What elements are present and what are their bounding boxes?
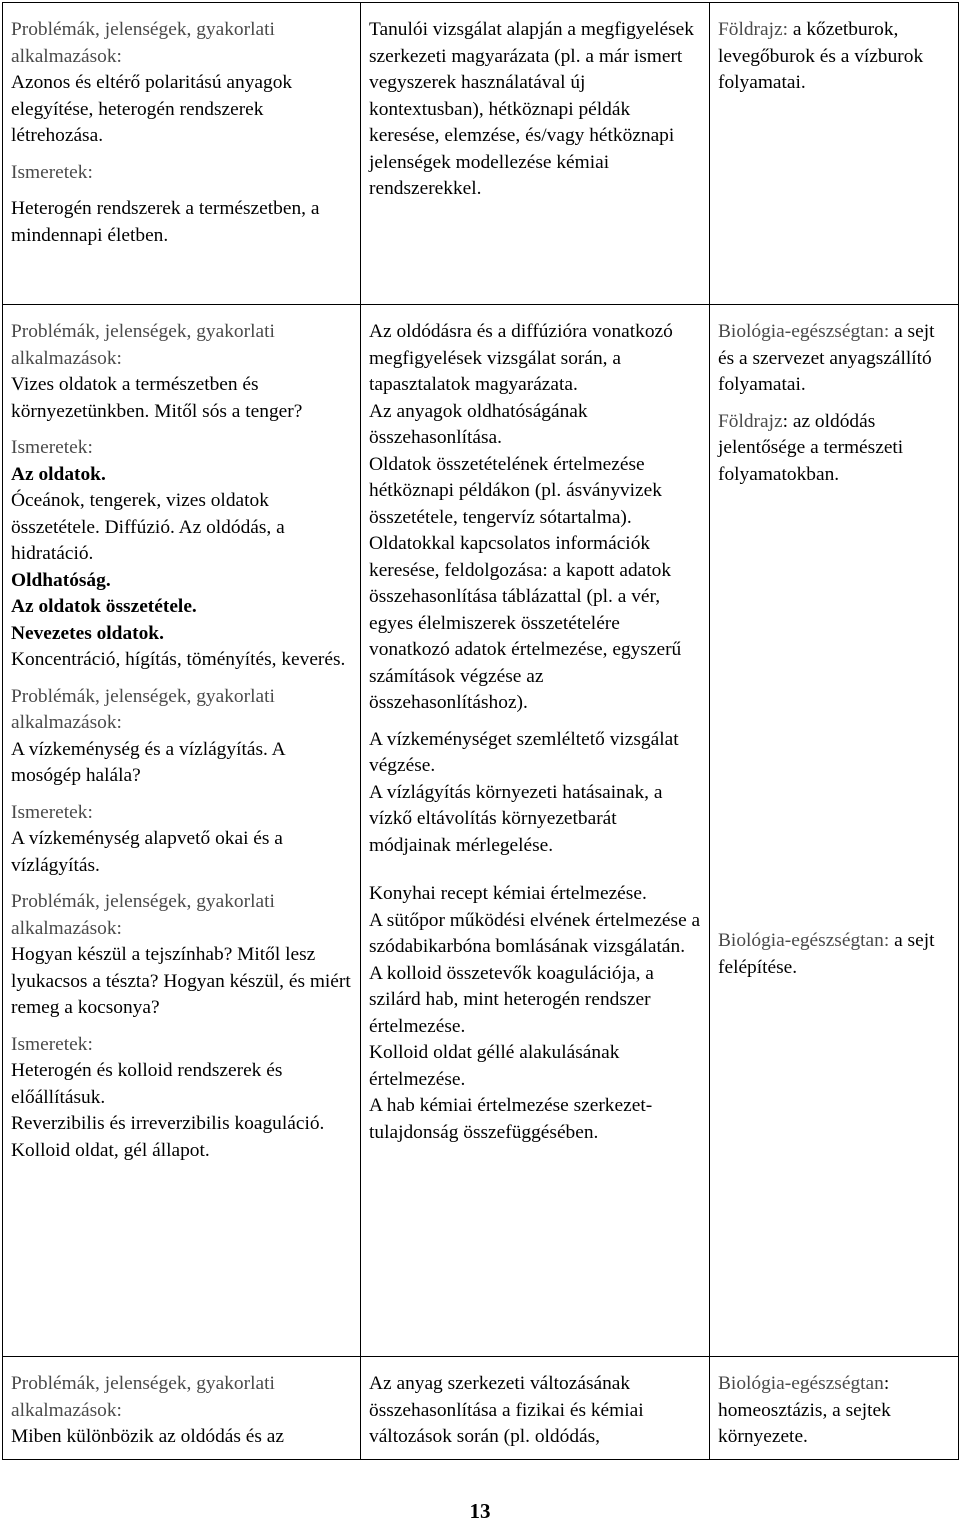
- section-label: Problémák, jelenségek, gyakorlati alkalmazások:: [11, 1373, 275, 1421]
- paragraph: Kolloid oldat géllé alakulásának értelmezése.: [369, 1042, 620, 1090]
- paragraph: A kolloid összetevők koagulációja, a szilárd hab, mint heterogén rendszer értelmezése.: [369, 962, 654, 1037]
- section-label: Ismeretek:: [11, 161, 93, 183]
- subject-label: Biológia-egészségtan:: [718, 321, 890, 342]
- subject-label: Biológia-egészségtan:: [718, 930, 890, 951]
- cross-reference: [718, 928, 950, 981]
- paragraph: Konyhai recept kémiai értelmezése.: [369, 883, 647, 904]
- reference-text: : homeosztázis, a sejtek környezete.: [718, 1373, 891, 1447]
- page-number: 13: [469, 1499, 491, 1523]
- subject-label: Biológia-egészségtan: [718, 1373, 884, 1394]
- link-cell: [710, 3, 959, 305]
- reference-text: a kőzetburok, levegőburok és a vízburok folyamatai.: [718, 19, 924, 93]
- paragraph: A sütőpor működési elvének értelmezése a szódabikarbóna bomlásának vizsgálatán.: [369, 909, 701, 957]
- section-label: Ismeretek:: [11, 801, 93, 823]
- paragraph: Az oldódásra és a diffúzióra vonatkozó megfigyelések vizsgálat során, a tapasztalatok magyarázata.: [369, 321, 673, 395]
- curriculum-table: [2, 2, 959, 1460]
- table-row: [3, 1357, 959, 1460]
- paragraph: Hogyan készül a tejszínhab? Mitől lesz lyukacsos a tészta? Hogyan készül, és miért remeg a kocsonya?: [11, 944, 351, 1018]
- section-label: Problémák, jelenségek, gyakorlati alkalmazások:: [11, 321, 275, 369]
- cross-reference: [718, 17, 950, 97]
- paragraph: Koncentráció, hígítás, töményítés, keverés.: [11, 649, 346, 670]
- section-label: Problémák, jelenségek, gyakorlati alkalmazások:: [11, 891, 275, 939]
- paragraph: A vízkeménység és a vízlágyítás. A mosógép halála?: [11, 738, 285, 786]
- paragraph: Az anyagok oldhatóságának összehasonlítása.: [369, 400, 588, 448]
- table-row: [3, 305, 959, 1357]
- activity-cell: [361, 1357, 710, 1460]
- subject-label: Földrajz: [718, 410, 783, 432]
- reference-text: a sejt és a szervezet anyagszállító folyamatai.: [718, 321, 935, 395]
- table-row: [3, 3, 959, 305]
- cross-reference: [718, 409, 950, 489]
- subject-label: Földrajz:: [718, 19, 789, 40]
- activity-cell: [361, 3, 710, 305]
- topic-cell: [3, 1357, 361, 1460]
- reference-text: a sejt felépítése.: [718, 930, 935, 978]
- paragraph: A hab kémiai értelmezése szerkezet-tulajdonság összefüggésében.: [369, 1095, 653, 1143]
- paragraph: Miben különbözik az oldódás és az: [11, 1426, 285, 1447]
- paragraph: Oldatok összetételének értelmezése hétköznapi példákon (pl. ásványvizek összetétele, tengervíz sótartalma). Oldatokkal kapcsolatos információk keresése, feldolgozása: a kapott adatok összehasonlítása táblázattal (pl. a vér, egyes élelmiszerek összetételére vonatkozó adatok értelmezése, egyszerű számítások végzése az összehasonlításhoz).: [369, 453, 682, 713]
- key-concept: Oldhatóság.: [11, 569, 111, 591]
- paragraph: Az anyag szerkezeti változásának összehasonlítása a fizikai és kémiai változások során (pl. oldódás,: [369, 1373, 644, 1447]
- cross-reference: [718, 1371, 950, 1451]
- paragraph: Reverzibilis és irreverzibilis koaguláció. Kolloid oldat, gél állapot.: [11, 1113, 325, 1161]
- topic-cell: [3, 305, 361, 1357]
- section-label: Ismeretek:: [11, 1033, 93, 1055]
- paragraph: A vízkeménység alapvető okai és a vízlágyítás.: [11, 828, 283, 876]
- link-cell: [710, 305, 959, 1357]
- key-concept: Az oldatok.: [11, 463, 106, 485]
- key-concept: Nevezetes oldatok.: [11, 622, 164, 644]
- paragraph: Azonos és eltérő polaritású anyagok elegyítése, heterogén rendszerek létrehozása.: [11, 72, 293, 146]
- reference-text: : az oldódás jelentősége a természeti folyamatokban.: [718, 410, 904, 485]
- paragraph: Óceánok, tengerek, vizes oldatok összetétele. Diffúzió. Az oldódás, a hidratáció.: [11, 490, 285, 564]
- paragraph: A vízkeménységet szemléltető vizsgálat végzése.: [369, 728, 679, 776]
- section-label: Problémák, jelenségek, gyakorlati alkalmazások:: [11, 685, 275, 733]
- link-cell: [710, 1357, 959, 1460]
- paragraph: Heterogén és kolloid rendszerek és előállításuk.: [11, 1060, 283, 1108]
- paragraph: A vízlágyítás környezeti hatásainak, a vízkő eltávolítás környezetbarát módjainak mérlegelése.: [369, 781, 663, 856]
- paragraph: Tanulói vizsgálat alapján a megfigyelések szerkezeti magyarázata (pl. a már ismert vegyszerek használatával új kontextusban), hétköznapi példák keresése, elemzése, és/vagy hétköznapi jelenségek modellezése kémiai rendszerekkel.: [369, 19, 694, 199]
- key-concept: Az oldatok összetétele.: [11, 596, 197, 617]
- section-label: Ismeretek:: [11, 437, 93, 458]
- activity-cell: [361, 305, 710, 1357]
- topic-cell: [3, 3, 361, 305]
- paragraph: Vizes oldatok a természetben és környezetünkben. Mitől sós a tenger?: [11, 374, 303, 422]
- paragraph: Heterogén rendszerek a természetben, a mindennapi életben.: [11, 198, 320, 246]
- cross-reference: [718, 319, 950, 399]
- section-label: Problémák, jelenségek, gyakorlati alkalmazások:: [11, 19, 275, 67]
